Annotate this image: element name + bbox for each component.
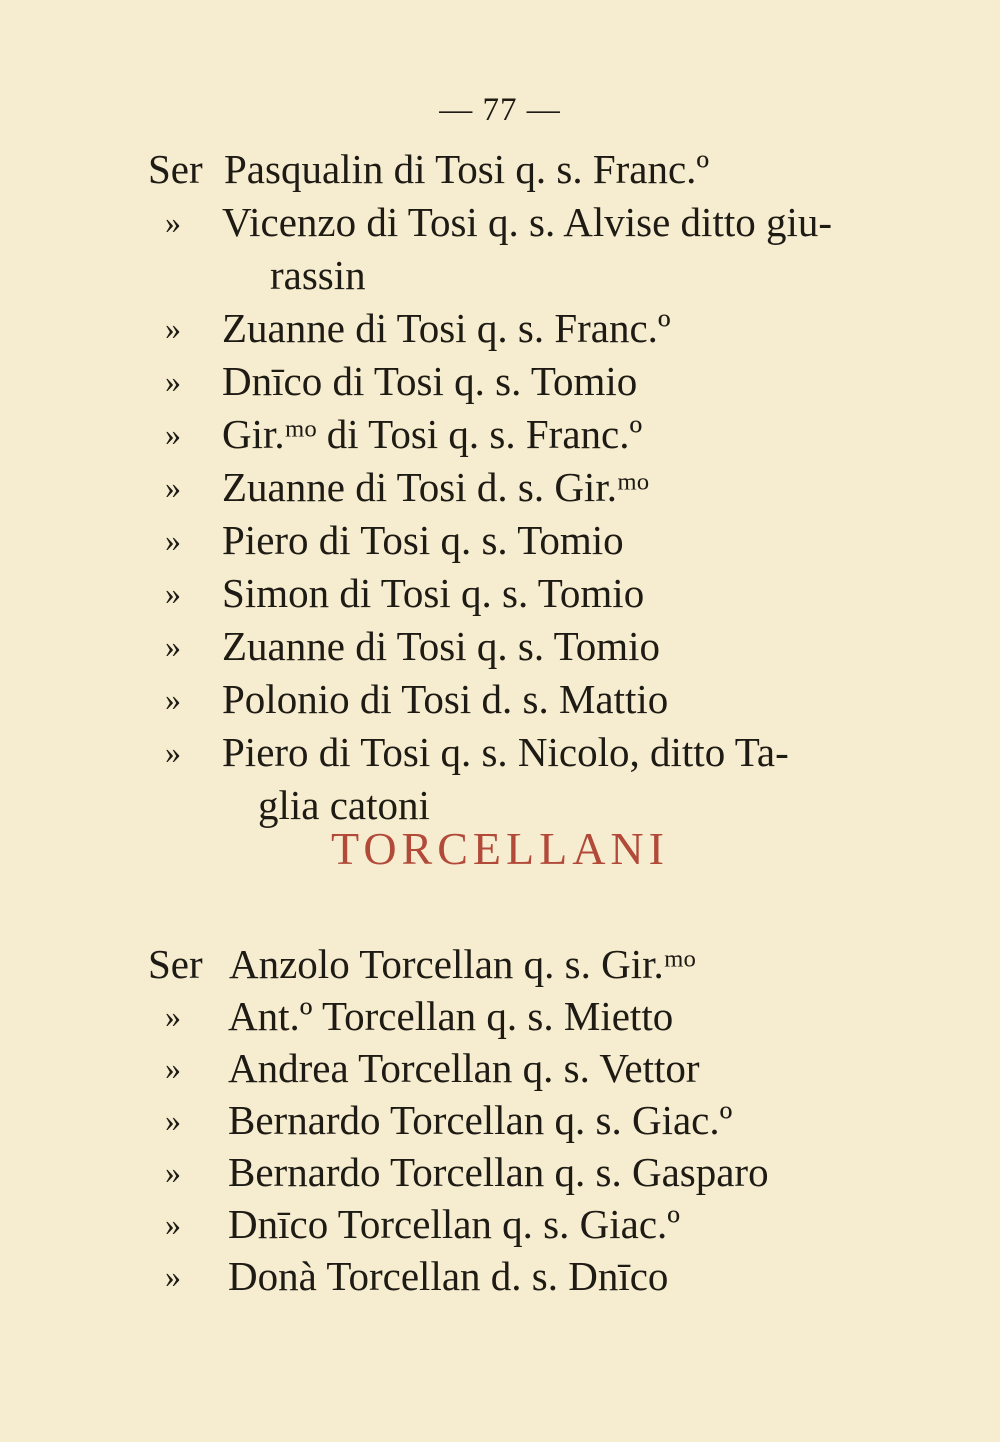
entry-text: Donà Torcellan d. s. Dnīco bbox=[228, 1253, 669, 1299]
entry-prefix: » bbox=[165, 734, 181, 770]
entry-text: Ant.º Torcellan q. s. Mietto bbox=[228, 993, 674, 1039]
entry-text: Andrea Torcellan q. s. Vettor bbox=[228, 1045, 700, 1091]
tosi-entries bbox=[0, 143, 1000, 832]
entry-prefix: » bbox=[165, 628, 181, 664]
list-item bbox=[0, 514, 1000, 567]
entry-text: Zuanne di Tosi q. s. Tomio bbox=[222, 623, 661, 669]
list-item bbox=[0, 620, 1000, 673]
entry-text: Piero di Tosi q. s. Tomio bbox=[222, 517, 624, 563]
entry-prefix: » bbox=[165, 363, 181, 399]
entry-prefix: » bbox=[165, 575, 181, 611]
entry-prefix: » bbox=[165, 681, 181, 717]
list-item bbox=[0, 1198, 1000, 1250]
entry-prefix: » bbox=[165, 310, 181, 346]
entry-prefix: » bbox=[165, 204, 181, 240]
list-item bbox=[0, 673, 1000, 726]
entry-continuation: rassin bbox=[270, 252, 366, 298]
list-item bbox=[0, 461, 1000, 514]
list-item bbox=[0, 143, 1000, 196]
list-item bbox=[0, 408, 1000, 461]
entry-prefix: » bbox=[165, 1050, 181, 1086]
page-number: — 77 — bbox=[439, 92, 561, 128]
entry-text: Polonio di Tosi d. s. Mattio bbox=[222, 676, 669, 722]
entry-text: Anzolo Torcellan q. s. Gir.ᵐᵒ bbox=[229, 941, 696, 987]
entry-prefix: » bbox=[165, 1154, 181, 1190]
section-heading: TORCELLANI bbox=[331, 823, 669, 874]
entry-prefix: » bbox=[165, 469, 181, 505]
entry-text: Bernardo Torcellan q. s. Giac.º bbox=[228, 1097, 733, 1143]
entry-prefix: » bbox=[165, 1102, 181, 1138]
list-item bbox=[0, 567, 1000, 620]
entry-prefix: » bbox=[165, 416, 181, 452]
list-item-continuation bbox=[0, 249, 1000, 302]
entry-text: Vicenzo di Tosi q. s. Alvise ditto giu- bbox=[222, 199, 833, 245]
list-item bbox=[0, 302, 1000, 355]
entry-text: Zuanne di Tosi q. s. Franc.º bbox=[222, 305, 671, 351]
list-item bbox=[0, 938, 1000, 990]
entry-prefix: » bbox=[165, 1258, 181, 1294]
entry-prefix: Ser bbox=[148, 146, 203, 192]
entry-text: Zuanne di Tosi d. s. Gir.ᵐᵒ bbox=[222, 464, 649, 510]
entry-text: Simon di Tosi q. s. Tomio bbox=[222, 570, 645, 616]
list-item bbox=[0, 990, 1000, 1042]
list-item bbox=[0, 1094, 1000, 1146]
entry-prefix: Ser bbox=[148, 941, 203, 987]
list-item bbox=[0, 355, 1000, 408]
entry-text: Gir.ᵐᵒ di Tosi q. s. Franc.º bbox=[222, 411, 643, 457]
list-item bbox=[0, 1042, 1000, 1094]
entry-continuation: glia catoni bbox=[258, 782, 430, 828]
entry-prefix: » bbox=[165, 522, 181, 558]
torcellani-entries bbox=[0, 938, 1000, 1302]
entry-text: Pasqualin di Tosi q. s. Franc.º bbox=[224, 146, 710, 192]
list-item bbox=[0, 726, 1000, 779]
entry-text: Dnīco Torcellan q. s. Giac.º bbox=[228, 1201, 680, 1247]
entry-prefix: » bbox=[165, 1206, 181, 1242]
entry-text: Bernardo Torcellan q. s. Gasparo bbox=[228, 1149, 769, 1195]
list-item bbox=[0, 1250, 1000, 1302]
entry-prefix: » bbox=[165, 998, 181, 1034]
list-item bbox=[0, 196, 1000, 249]
entry-text: Dnīco di Tosi q. s. Tomio bbox=[222, 358, 638, 404]
entry-text: Piero di Tosi q. s. Nicolo, ditto Ta- bbox=[222, 729, 789, 775]
list-item bbox=[0, 1146, 1000, 1198]
